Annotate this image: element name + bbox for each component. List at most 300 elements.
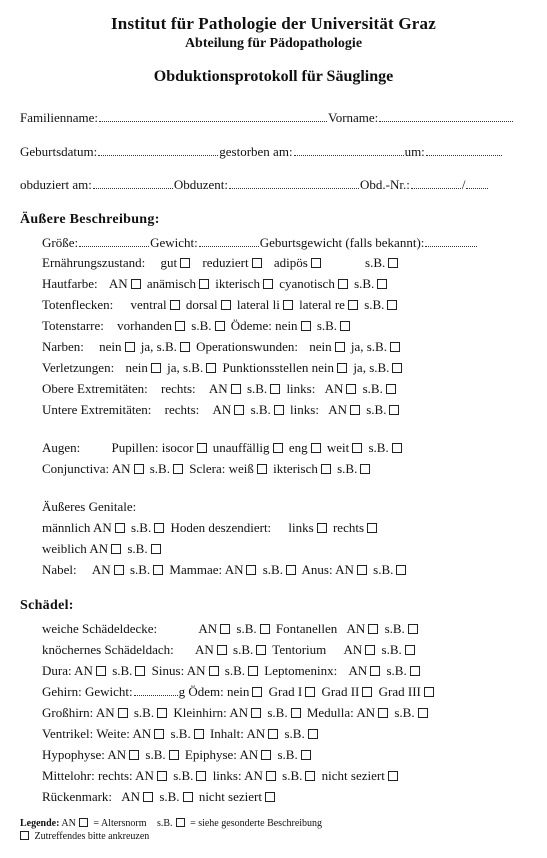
tentorium-sb-checkbox[interactable] <box>405 645 415 655</box>
oedeme-nein-checkbox[interactable] <box>301 321 311 331</box>
row-untere <box>42 402 402 418</box>
obere-links-label: links: <box>286 381 316 396</box>
knoechernes-sb-checkbox[interactable] <box>256 645 266 655</box>
hoden-rechts-checkbox[interactable] <box>367 523 377 533</box>
vorname-label: Vorname: <box>327 110 379 125</box>
legend-an-desc: = Altersnorm <box>93 818 147 829</box>
legend-sb: s.B. <box>157 818 173 829</box>
rueckenmark-an-checkbox[interactable] <box>143 792 153 802</box>
legend-sb-box-icon <box>176 818 185 827</box>
medulla-label: Medulla: <box>306 705 354 720</box>
legend-sb-desc: = siehe gesonderte Beschreibung <box>190 818 323 829</box>
opwunden-ja-label: ja, s.B. <box>350 339 387 354</box>
mittelohr-rechts-sb-checkbox[interactable] <box>196 771 206 781</box>
oedem-nein-checkbox[interactable] <box>252 687 262 697</box>
hoden-links-label: links <box>288 520 314 535</box>
row-hautfarbe <box>42 276 390 292</box>
mittelohr-label: Mittelohr: rechts: <box>42 768 133 783</box>
untere-rechts-label: rechts: <box>164 402 200 417</box>
row-dura <box>42 663 423 679</box>
epiphyse-label: Epiphyse: <box>184 747 237 762</box>
hautfarbe-an-label: AN <box>108 276 128 291</box>
inhalt-sb-checkbox[interactable] <box>308 729 318 739</box>
mittelohr-links-an-label: AN <box>244 768 263 783</box>
weiblich-sb-checkbox[interactable] <box>151 544 161 554</box>
row-narben <box>42 339 403 355</box>
sinus-an-checkbox[interactable] <box>209 666 219 676</box>
ernaehrung-label: Ernährungszustand: <box>42 255 146 270</box>
um-label: um: <box>404 144 425 159</box>
fontanellen-sb-label: s.B. <box>384 621 405 636</box>
ventrikel-an-checkbox[interactable] <box>154 729 164 739</box>
weiche-an-checkbox[interactable] <box>220 624 230 634</box>
weiblich-an-label: AN <box>89 541 109 556</box>
fontanellen-an-checkbox[interactable] <box>368 624 378 634</box>
conjunctiva-sb-checkbox[interactable] <box>173 464 183 474</box>
row-weiblich <box>42 541 164 557</box>
adipoes-label: adipös <box>273 255 308 270</box>
epiphyse-an-label: AN <box>239 747 259 762</box>
kleinhirn-label: Kleinhirn: <box>173 705 227 720</box>
ventral-checkbox[interactable] <box>170 300 180 310</box>
obduziert-field[interactable] <box>93 178 173 189</box>
obere-label: Obere Extremitäten: <box>42 381 148 396</box>
lateral-re-checkbox[interactable] <box>348 300 358 310</box>
hypophyse-an-label: AN <box>107 747 127 762</box>
rueckenmark-label: Rückenmark: <box>42 789 113 804</box>
hautfarbe-sb-checkbox[interactable] <box>377 279 387 289</box>
row-conjunctiva <box>42 461 373 477</box>
vorname-field[interactable] <box>379 111 513 122</box>
ventrikel-sb-checkbox[interactable] <box>194 729 204 739</box>
punktionsstellen-ja-checkbox[interactable] <box>392 363 402 373</box>
nabel-label: Nabel: <box>42 562 77 577</box>
tentorium-an-label: AN <box>343 642 363 657</box>
ernaehrung-sb-checkbox[interactable] <box>388 258 398 268</box>
opwunden-nein-checkbox[interactable] <box>335 342 345 352</box>
obdnr-year-field[interactable] <box>466 178 488 189</box>
ikterisch-label: ikterisch <box>215 276 260 291</box>
geburtsdatum-label: Geburtsdatum: <box>20 144 98 159</box>
maennlich-sb-label: s.B. <box>130 520 152 535</box>
row-totenflecken <box>42 297 400 313</box>
conjunctiva-sb-label: s.B. <box>149 461 170 476</box>
totenflecken-label: Totenflecken: <box>42 297 114 312</box>
obere-rechts-sb-checkbox[interactable] <box>270 384 280 394</box>
sinus-sb-label: s.B. <box>224 663 245 678</box>
mittelohr-links-sb-checkbox[interactable] <box>305 771 315 781</box>
obere-rechts-an-checkbox[interactable] <box>231 384 241 394</box>
mammae-an-label: AN <box>224 562 244 577</box>
medulla-an-checkbox[interactable] <box>378 708 388 718</box>
oedem-label: Ödem: nein <box>188 684 250 699</box>
lateral-li-checkbox[interactable] <box>283 300 293 310</box>
narben-nein-label: nein <box>99 339 122 354</box>
hypophyse-label: Hypophyse: <box>42 747 105 762</box>
reduziert-label: reduziert <box>202 255 249 270</box>
row-grosshirn <box>42 705 431 721</box>
grosshirn-an-checkbox[interactable] <box>118 708 128 718</box>
leptomeninx-sb-checkbox[interactable] <box>410 666 420 676</box>
augen-sb-checkbox[interactable] <box>392 443 402 453</box>
grad2-checkbox[interactable] <box>362 687 372 697</box>
vorhanden-label: vorhanden <box>117 318 173 333</box>
inhalt-an-checkbox[interactable] <box>268 729 278 739</box>
gewicht-field[interactable] <box>199 236 259 247</box>
form-title: Obduktionsprotokoll für Säuglinge <box>153 68 394 85</box>
weiche-sb-checkbox[interactable] <box>260 624 270 634</box>
section-schaedel: Schädel: <box>20 598 74 613</box>
untere-links-sb-label: s.B. <box>366 402 387 417</box>
untere-rechts-an-checkbox[interactable] <box>234 405 244 415</box>
gehirn-gewicht-field[interactable] <box>134 685 178 696</box>
mittelohr-rechts-an-checkbox[interactable] <box>157 771 167 781</box>
mittelohr-links-sb-label: s.B. <box>282 768 303 783</box>
mittelohr-nicht-seziert-checkbox[interactable] <box>388 771 398 781</box>
obere-rechts-sb-label: s.B. <box>246 381 268 396</box>
hypophyse-sb-checkbox[interactable] <box>169 750 179 760</box>
maennlich-an-checkbox[interactable] <box>115 523 125 533</box>
obduziert-label: obduziert am: <box>20 177 92 192</box>
knoechernes-label: knöchernes Schädeldach: <box>42 642 174 657</box>
ventrikel-sb-label: s.B. <box>170 726 191 741</box>
conjunctiva-label: Conjunctiva: <box>42 461 110 476</box>
grosshirn-label: Großhirn: <box>42 705 94 720</box>
department-title: Abteilung für Pädopathologie <box>184 36 363 51</box>
punktionsstellen-label: Punktionsstellen nein <box>222 360 335 375</box>
legend-tick-row <box>20 831 149 842</box>
sclera-ikterisch-label: ikterisch <box>273 461 318 476</box>
untere-rechts-an-label: AN <box>212 402 232 417</box>
dura-an-label: AN <box>74 663 93 678</box>
grad2-label: Grad II <box>321 684 360 699</box>
cyanotisch-label: cyanotisch <box>279 276 335 291</box>
eng-label: eng <box>288 440 308 455</box>
legend <box>20 818 322 829</box>
rueckenmark-sb-label: s.B. <box>159 789 180 804</box>
mittelohr-rechts-an-label: AN <box>135 768 154 783</box>
row-rueckenmark <box>42 789 278 805</box>
anus-an-label: AN <box>335 562 354 577</box>
sclera-sb-checkbox[interactable] <box>360 464 370 474</box>
legend-tick-text: Zutreffendes bitte ankreuzen <box>34 831 150 842</box>
totenflecken-sb-checkbox[interactable] <box>387 300 397 310</box>
kleinhirn-an-checkbox[interactable] <box>251 708 261 718</box>
narben-nein-checkbox[interactable] <box>125 342 135 352</box>
sinus-an-label: AN <box>186 663 206 678</box>
oedeme-sb-label: s.B. <box>316 318 338 333</box>
leptomeninx-an-checkbox[interactable] <box>370 666 380 676</box>
totenflecken-sb-label: s.B. <box>364 297 385 312</box>
gestorben-field[interactable] <box>294 145 404 156</box>
hoden-links-checkbox[interactable] <box>317 523 327 533</box>
grosshirn-an-label: AN <box>95 705 115 720</box>
fontanellen-an-label: AN <box>346 621 366 636</box>
hoden-label: Hoden deszendiert: <box>170 520 272 535</box>
verletzungen-nein-label: nein <box>125 360 148 375</box>
oedeme-label: Ödeme: nein <box>230 318 298 333</box>
leptomeninx-sb-label: s.B. <box>386 663 407 678</box>
maennlich-label: männlich <box>42 520 91 535</box>
vorhanden-checkbox[interactable] <box>175 321 185 331</box>
anus-sb-checkbox[interactable] <box>396 565 406 575</box>
weit-label: weit <box>326 440 350 455</box>
epiphyse-an-checkbox[interactable] <box>261 750 271 760</box>
obere-links-sb-label: s.B. <box>362 381 383 396</box>
ernaehrung-sb-label: s.B. <box>365 255 386 270</box>
medulla-sb-label: s.B. <box>394 705 415 720</box>
sclera-label: Sclera: weiß <box>189 461 254 476</box>
row-groesse <box>42 235 478 251</box>
mittelohr-links-an-checkbox[interactable] <box>266 771 276 781</box>
row-augen <box>42 440 405 456</box>
sinus-sb-checkbox[interactable] <box>248 666 258 676</box>
mittelohr-nicht-seziert-label: nicht seziert <box>321 768 385 783</box>
punktionsstellen-nein-checkbox[interactable] <box>337 363 347 373</box>
um-field[interactable] <box>426 145 502 156</box>
row-knoechern <box>42 642 418 658</box>
weiche-label: weiche Schädeldecke: <box>42 621 158 636</box>
hautfarbe-an-checkbox[interactable] <box>131 279 141 289</box>
obere-rechts-an-label: AN <box>208 381 228 396</box>
opwunden-nein-label: nein <box>309 339 332 354</box>
kleinhirn-sb-checkbox[interactable] <box>291 708 301 718</box>
fontanellen-sb-checkbox[interactable] <box>408 624 418 634</box>
grad1-checkbox[interactable] <box>305 687 315 697</box>
unauffaellig-checkbox[interactable] <box>273 443 283 453</box>
conjunctiva-an-label: AN <box>111 461 131 476</box>
obdnr-separator: / <box>461 177 466 192</box>
knoechernes-an-label: AN <box>195 642 214 657</box>
maennlich-an-label: AN <box>92 520 112 535</box>
punktionsstellen-ja-label: ja, s.B. <box>353 360 390 375</box>
hautfarbe-label: Hautfarbe: <box>42 276 98 291</box>
nabel-an-label: AN <box>91 562 111 577</box>
ikterisch-checkbox[interactable] <box>263 279 273 289</box>
totenstarre-label: Totenstarre: <box>42 318 104 333</box>
augen-label: Augen: <box>42 440 81 455</box>
verletzungen-ja-checkbox[interactable] <box>206 363 216 373</box>
obere-links-an-label: AN <box>324 381 344 396</box>
lateral-li-label: lateral li <box>236 297 280 312</box>
gewicht-label: Gewicht: <box>150 235 198 250</box>
row-maennlich <box>42 520 380 536</box>
untere-links-an-label: AN <box>328 402 347 417</box>
grad3-label: Grad III <box>378 684 421 699</box>
ventrikel-an-label: AN <box>132 726 152 741</box>
gestorben-label: gestorben am: <box>219 144 293 159</box>
eng-checkbox[interactable] <box>311 443 321 453</box>
weiblich-an-checkbox[interactable] <box>111 544 121 554</box>
medulla-sb-checkbox[interactable] <box>418 708 428 718</box>
grosshirn-sb-checkbox[interactable] <box>157 708 167 718</box>
grad3-checkbox[interactable] <box>424 687 434 697</box>
anus-an-checkbox[interactable] <box>357 565 367 575</box>
weiblich-label: weiblich <box>42 541 87 556</box>
dorsal-checkbox[interactable] <box>221 300 231 310</box>
mammae-an-checkbox[interactable] <box>246 565 256 575</box>
epiphyse-sb-label: s.B. <box>277 747 298 762</box>
nabel-sb-checkbox[interactable] <box>153 565 163 575</box>
institute-title: Institut für Pathologie der Universität Graz <box>110 14 436 33</box>
unauffaellig-label: unauffällig <box>212 440 270 455</box>
verletzungen-label: Verletzungen: <box>42 360 115 375</box>
geburtsgewicht-field[interactable] <box>425 236 477 247</box>
hypophyse-an-checkbox[interactable] <box>129 750 139 760</box>
legend-an-box-icon <box>79 818 88 827</box>
groesse-field[interactable] <box>79 236 149 247</box>
weit-checkbox[interactable] <box>352 443 362 453</box>
maennlich-sb-checkbox[interactable] <box>154 523 164 533</box>
dorsal-label: dorsal <box>185 297 218 312</box>
gut-label: gut <box>160 255 178 270</box>
pupillen-label: Pupillen: isocor <box>111 440 194 455</box>
row-name <box>20 110 514 126</box>
legend-an: AN <box>61 818 76 829</box>
operationswunden-label: Operationswunden: <box>196 339 298 354</box>
opwunden-ja-checkbox[interactable] <box>390 342 400 352</box>
medulla-an-label: AN <box>356 705 376 720</box>
oedeme-sb-checkbox[interactable] <box>340 321 350 331</box>
verletzungen-nein-checkbox[interactable] <box>151 363 161 373</box>
lateral-re-label: lateral re <box>299 297 345 312</box>
gramm-unit: g <box>178 684 186 699</box>
untere-label: Untere Extremitäten: <box>42 402 152 417</box>
untere-links-sb-checkbox[interactable] <box>389 405 399 415</box>
cyanotisch-checkbox[interactable] <box>338 279 348 289</box>
narben-ja-label: ja, s.B. <box>140 339 177 354</box>
row-gehirn <box>42 684 437 700</box>
grad1-label: Grad I <box>268 684 303 699</box>
ventral-label: ventral <box>130 297 167 312</box>
anaemisch-label: anämisch <box>146 276 196 291</box>
row-mittelohr <box>42 768 401 784</box>
conjunctiva-an-checkbox[interactable] <box>134 464 144 474</box>
sclera-sb-label: s.B. <box>337 461 358 476</box>
dura-sb-checkbox[interactable] <box>135 666 145 676</box>
hoden-rechts-label: rechts <box>332 520 365 535</box>
row-obere <box>42 381 399 397</box>
weiblich-sb-label: s.B. <box>127 541 148 556</box>
sclera-ikterisch-checkbox[interactable] <box>321 464 331 474</box>
row-autopsy <box>20 177 489 193</box>
row-nabel <box>42 562 409 578</box>
dura-sb-label: s.B. <box>112 663 133 678</box>
anus-sb-label: s.B. <box>373 562 394 577</box>
familienname-label: Familienname: <box>20 110 98 125</box>
untere-links-label: links: <box>290 402 319 417</box>
adipoes-checkbox[interactable] <box>311 258 321 268</box>
epiphyse-sb-checkbox[interactable] <box>301 750 311 760</box>
obere-rechts-label: rechts: <box>161 381 196 396</box>
weiche-sb-label: s.B. <box>236 621 257 636</box>
sclera-weiss-checkbox[interactable] <box>257 464 267 474</box>
inhalt-sb-label: s.B. <box>284 726 305 741</box>
tentorium-sb-label: s.B. <box>381 642 402 657</box>
hypophyse-sb-label: s.B. <box>145 747 166 762</box>
ventrikel-label: Ventrikel: Weite: <box>42 726 130 741</box>
kleinhirn-an-label: AN <box>229 705 249 720</box>
genitale-label: Äußeres Genitale: <box>42 499 137 514</box>
untere-rechts-sb-checkbox[interactable] <box>274 405 284 415</box>
row-ernaehrung <box>42 255 401 271</box>
obduzent-field[interactable] <box>229 178 359 189</box>
obere-links-sb-checkbox[interactable] <box>386 384 396 394</box>
inhalt-an-label: AN <box>246 726 266 741</box>
legend-tick-box-icon <box>20 831 29 840</box>
knoechernes-sb-label: s.B. <box>233 642 254 657</box>
untere-links-an-checkbox[interactable] <box>350 405 360 415</box>
totenstarre-sb-label: s.B. <box>191 318 212 333</box>
rueckenmark-nicht-seziert-checkbox[interactable] <box>265 792 275 802</box>
geburtsdatum-field[interactable] <box>98 145 218 156</box>
narben-label: Narben: <box>42 339 84 354</box>
dura-label: Dura: <box>42 663 72 678</box>
mammae-sb-checkbox[interactable] <box>286 565 296 575</box>
anaemisch-checkbox[interactable] <box>199 279 209 289</box>
obdnr-field[interactable] <box>411 178 461 189</box>
reduziert-checkbox[interactable] <box>252 258 262 268</box>
gehirn-label: Gehirn: Gewicht: <box>42 684 133 699</box>
mittelohr-rechts-sb-label: s.B. <box>173 768 194 783</box>
verletzungen-ja-label: ja, s.B. <box>167 360 204 375</box>
narben-ja-checkbox[interactable] <box>180 342 190 352</box>
mammae-sb-label: s.B. <box>262 562 283 577</box>
row-genitale-heading <box>42 499 136 515</box>
row-hypophyse <box>42 747 314 763</box>
row-verletzungen <box>42 360 405 376</box>
nabel-an-checkbox[interactable] <box>114 565 124 575</box>
dura-an-checkbox[interactable] <box>96 666 106 676</box>
obere-links-an-checkbox[interactable] <box>346 384 356 394</box>
augen-sb-label: s.B. <box>368 440 389 455</box>
tentorium-an-checkbox[interactable] <box>365 645 375 655</box>
gut-checkbox[interactable] <box>180 258 190 268</box>
isocor-checkbox[interactable] <box>197 443 207 453</box>
row-totenstarre <box>42 318 353 334</box>
obduzent-label: Obduzent: <box>173 177 228 192</box>
row-birth <box>20 144 503 160</box>
hautfarbe-sb-label: s.B. <box>354 276 375 291</box>
fontanellen-label: Fontanellen <box>275 621 338 636</box>
mittelohr-links-label: links: <box>212 768 242 783</box>
groesse-label: Größe: <box>42 235 79 250</box>
row-ventrikel <box>42 726 321 742</box>
rueckenmark-an-label: AN <box>121 789 141 804</box>
totenstarre-sb-checkbox[interactable] <box>215 321 225 331</box>
legend-label: Legende: <box>20 818 60 829</box>
weiche-an-label: AN <box>198 621 218 636</box>
inhalt-label: Inhalt: <box>209 726 244 741</box>
rueckenmark-nicht-seziert-label: nicht seziert <box>198 789 262 804</box>
rueckenmark-sb-checkbox[interactable] <box>183 792 193 802</box>
geburtsgewicht-label: Geburtsgewicht (falls bekannt): <box>259 235 425 250</box>
grosshirn-sb-label: s.B. <box>133 705 155 720</box>
untere-rechts-sb-label: s.B. <box>250 402 271 417</box>
leptomeninx-label: Leptomeninx: <box>264 663 338 678</box>
section-aeussere: Äußere Beschreibung: <box>20 212 160 227</box>
tentorium-label: Tentorium <box>272 642 327 657</box>
nabel-sb-label: s.B. <box>129 562 151 577</box>
kleinhirn-sb-label: s.B. <box>267 705 288 720</box>
mammae-label: Mammae: <box>169 562 223 577</box>
familienname-field[interactable] <box>99 111 327 122</box>
leptomeninx-an-label: AN <box>348 663 368 678</box>
anus-label: Anus: <box>301 562 333 577</box>
row-weiche <box>42 621 421 637</box>
knoechernes-an-checkbox[interactable] <box>217 645 227 655</box>
obdnr-label: Obd.-Nr.: <box>360 177 410 192</box>
